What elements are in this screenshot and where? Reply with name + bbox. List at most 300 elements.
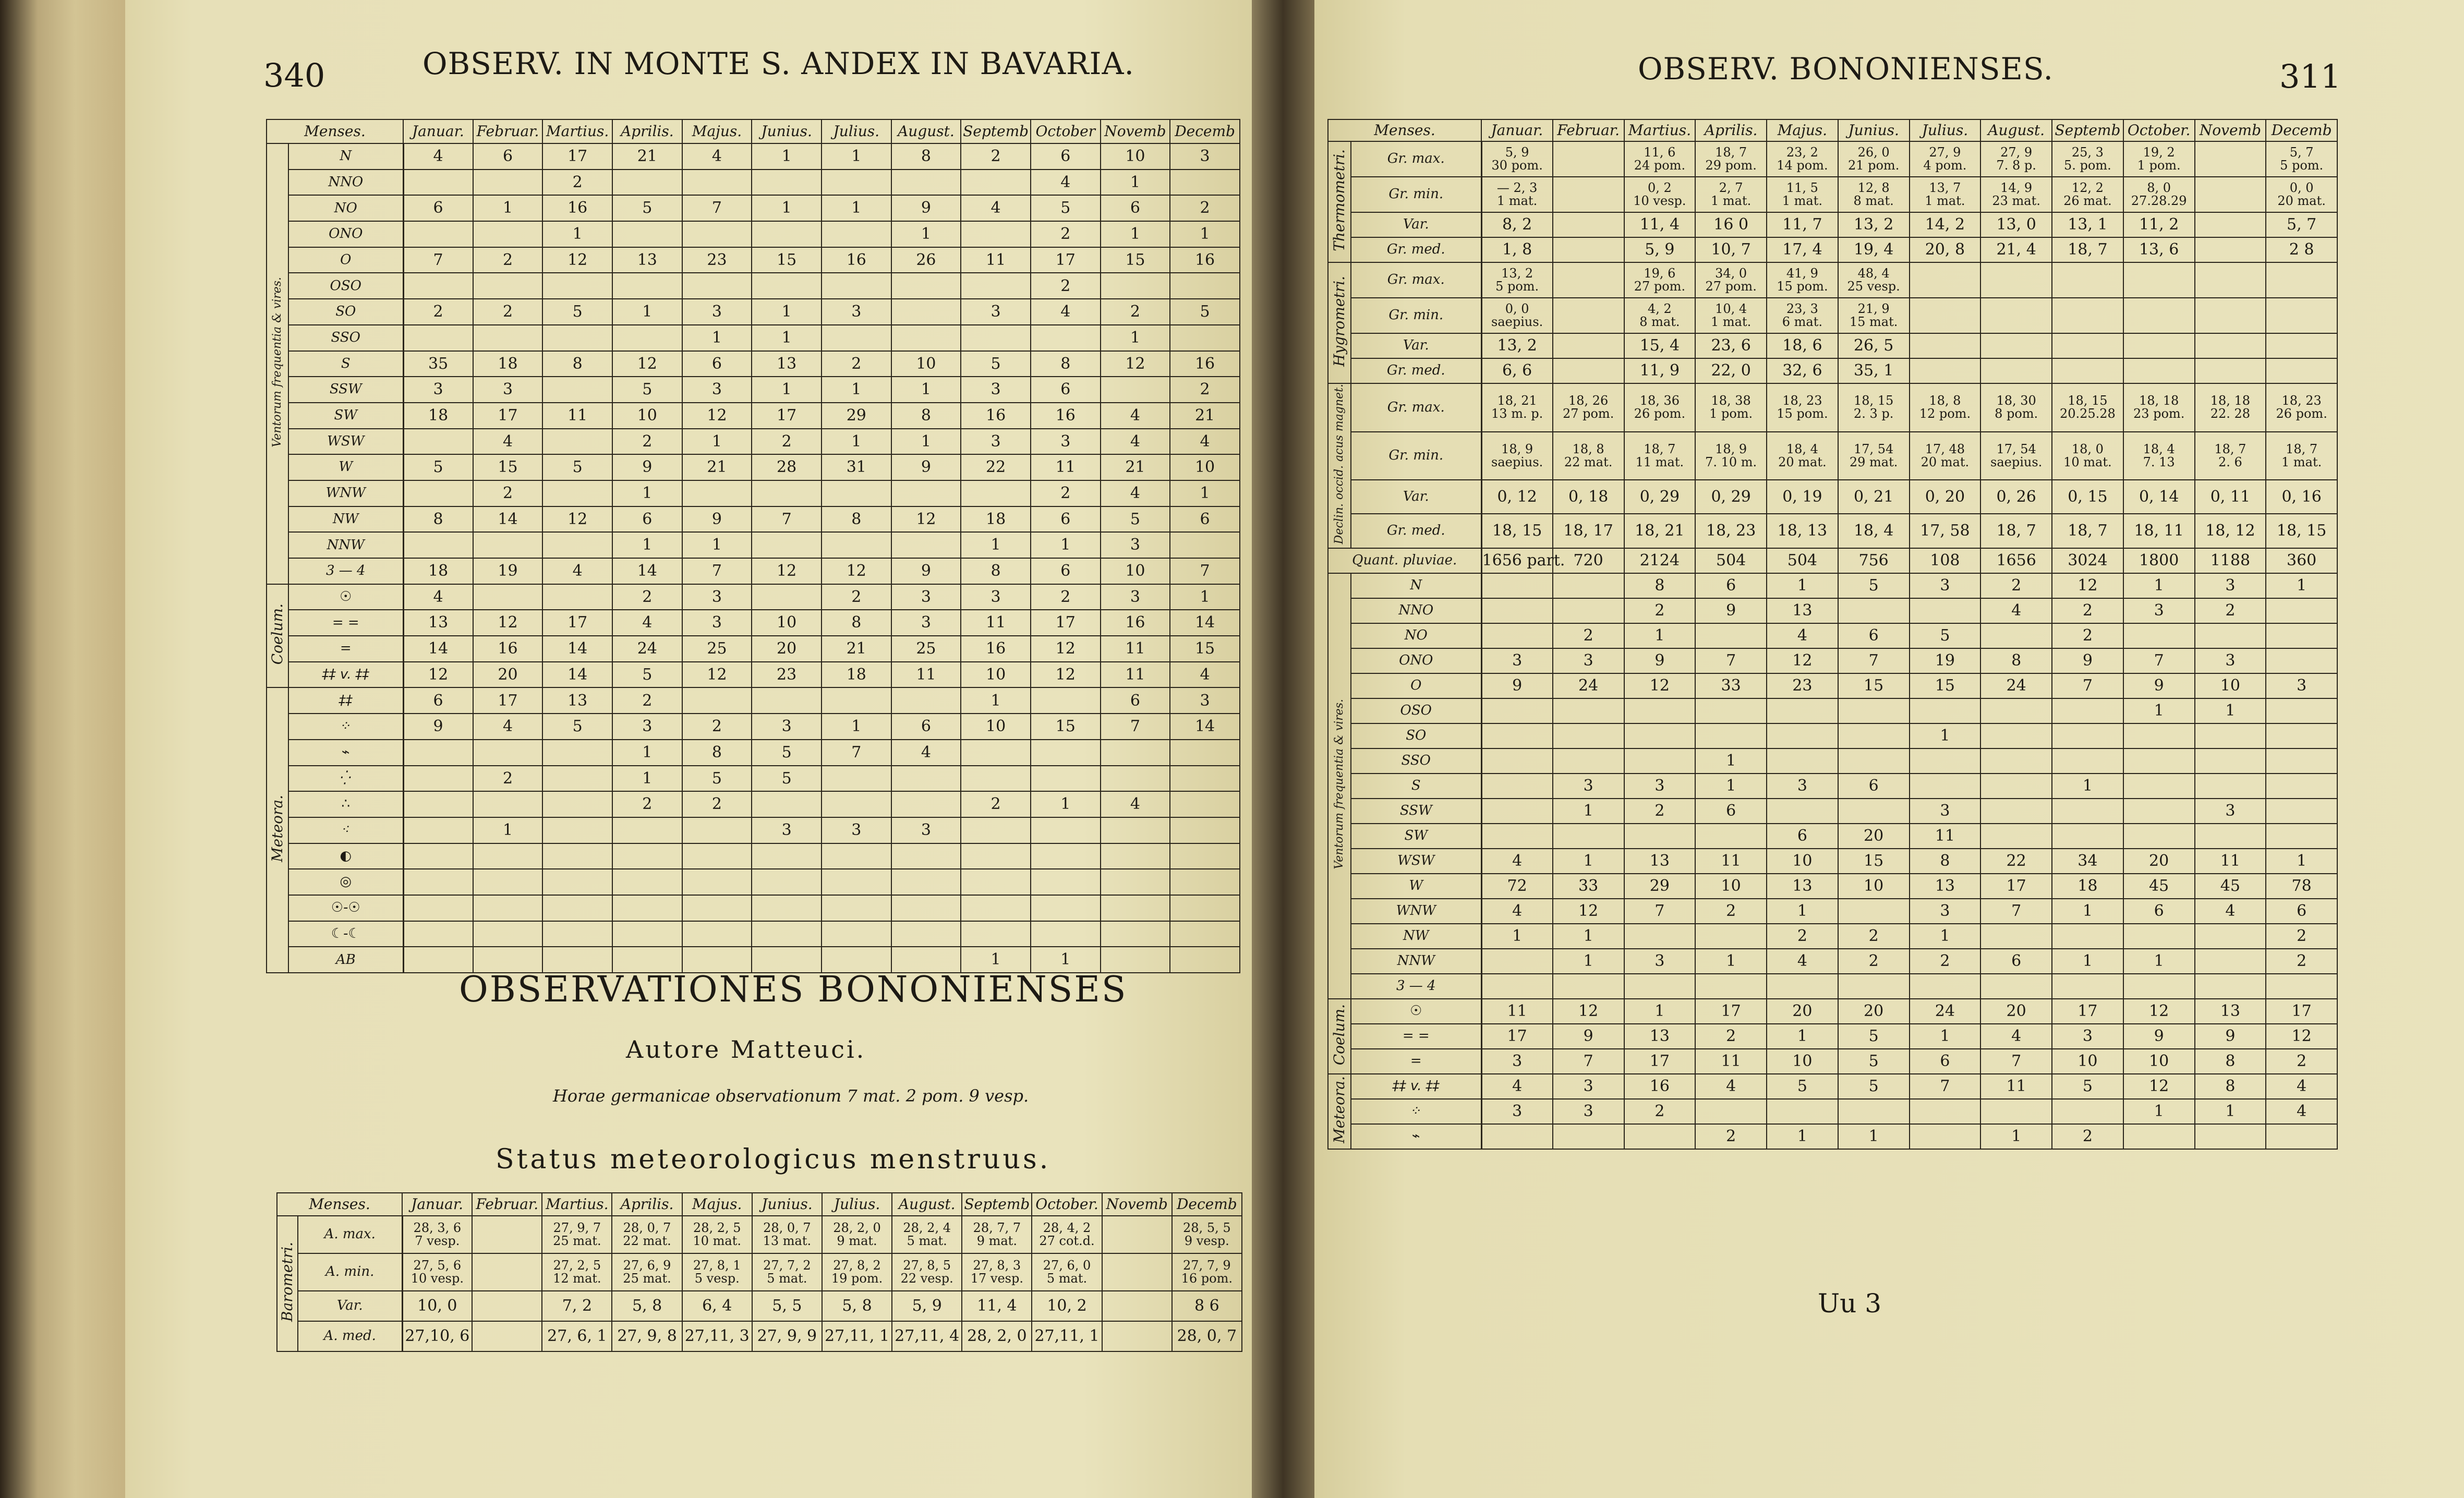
table-row xyxy=(1328,974,2337,999)
data-cell: 9 xyxy=(891,454,961,480)
data-cell: 3 xyxy=(1624,949,1696,974)
data-cell: 72 xyxy=(1481,874,1553,899)
data-cell: 1 xyxy=(682,429,752,455)
group-label xyxy=(267,143,288,584)
table-row xyxy=(267,403,1240,429)
data-cell: 4 xyxy=(1101,791,1170,817)
data-cell: 2 8 xyxy=(2266,237,2337,262)
data-cell: 1 xyxy=(1101,170,1170,196)
data-cell: 3 xyxy=(1553,1099,1624,1124)
data-cell: 21 xyxy=(1170,403,1240,429)
data-cell: 4 xyxy=(1767,623,1838,648)
data-cell xyxy=(2266,974,2337,999)
data-cell xyxy=(961,740,1031,766)
data-cell xyxy=(403,532,473,558)
data-cell xyxy=(403,480,473,506)
data-cell: 2 xyxy=(2195,598,2266,623)
data-cell xyxy=(1101,817,1170,843)
data-cell: 7, 2 xyxy=(542,1291,612,1321)
data-cell xyxy=(822,791,891,817)
group-label xyxy=(1328,1074,1351,1149)
data-cell xyxy=(1624,924,1696,949)
data-cell xyxy=(1910,748,1981,774)
data-cell: 9 xyxy=(891,195,961,221)
data-cell: 17 xyxy=(1695,999,1767,1024)
row-label: OSO xyxy=(288,273,403,299)
data-cell xyxy=(1553,573,1624,598)
data-cell xyxy=(1170,273,1240,299)
data-cell: 35 xyxy=(403,351,473,377)
data-cell: 28, 5, 5 9 vesp. xyxy=(1172,1216,1242,1253)
data-cell: 27, 6, 9 25 mat. xyxy=(612,1253,682,1291)
data-cell xyxy=(472,1321,542,1351)
data-cell: 18, 15 20.25.28 xyxy=(2052,383,2123,432)
data-cell xyxy=(473,170,543,196)
right-page-number: 311 xyxy=(2279,57,2341,95)
data-cell xyxy=(542,325,612,351)
data-cell: 2 xyxy=(1624,799,1696,824)
data-cell xyxy=(822,480,891,506)
data-cell: 18, 11 xyxy=(2123,514,2195,548)
data-cell: 1 xyxy=(1101,325,1170,351)
data-cell xyxy=(1624,723,1696,748)
data-cell: 35, 1 xyxy=(1838,358,1910,383)
data-cell xyxy=(1031,740,1101,766)
data-cell: 17 xyxy=(1624,1049,1696,1074)
data-cell xyxy=(1170,740,1240,766)
data-cell: 3 xyxy=(891,610,961,636)
data-cell: 3 xyxy=(1170,687,1240,714)
data-cell: 13 xyxy=(752,351,822,377)
data-cell xyxy=(1980,748,2052,774)
data-cell: 6 xyxy=(473,143,543,170)
data-cell: 3 xyxy=(1170,143,1240,170)
data-cell: 5, 9 xyxy=(1624,237,1696,262)
data-cell: 14, 9 23 mat. xyxy=(1980,177,2052,212)
data-cell: 27, 9, 8 xyxy=(612,1321,682,1351)
data-cell xyxy=(822,532,891,558)
data-cell xyxy=(1170,325,1240,351)
data-cell xyxy=(542,895,612,921)
data-cell: 27,10, 6 xyxy=(402,1321,472,1351)
data-cell: 11 xyxy=(1980,1074,2052,1099)
data-cell xyxy=(2195,298,2266,333)
hours-line: Horae germanicae observationum 7 mat. 2 pom. 9 vesp. xyxy=(553,1086,1029,1106)
data-cell: 11, 6 24 pom. xyxy=(1624,141,1696,177)
data-cell: 3 xyxy=(752,714,822,740)
data-cell xyxy=(1695,1099,1767,1124)
header-aprilis: Aprilis. xyxy=(612,1193,682,1216)
data-cell: 18, 15 xyxy=(2266,514,2337,548)
data-cell: 27, 9 4 pom. xyxy=(1910,141,1981,177)
data-cell: 6 xyxy=(1838,774,1910,799)
data-cell: 2 xyxy=(1553,623,1624,648)
header-novemb: Novemb xyxy=(2195,119,2266,141)
data-cell: 2 xyxy=(961,791,1031,817)
observationes-title: OBSERVATIONES BONONIENSES xyxy=(459,969,1128,1010)
data-cell xyxy=(1170,170,1240,196)
data-cell: 12 xyxy=(1553,899,1624,924)
data-cell: 18, 4 7. 13 xyxy=(2123,432,2195,480)
data-cell: 2 xyxy=(1624,1099,1696,1124)
data-cell: 11 xyxy=(1695,849,1767,874)
data-cell: 6 xyxy=(1838,623,1910,648)
data-cell: 13, 2 xyxy=(1481,333,1553,358)
data-cell: 1 xyxy=(2052,774,2123,799)
data-cell: 10 xyxy=(2195,673,2266,698)
data-cell: 1 xyxy=(1170,480,1240,506)
data-cell: 41, 9 15 pom. xyxy=(1767,262,1838,298)
data-cell: 5 xyxy=(542,299,612,325)
data-cell xyxy=(403,921,473,947)
data-cell xyxy=(1481,974,1553,999)
data-cell: 45 xyxy=(2195,874,2266,899)
data-cell: 10 xyxy=(2052,1049,2123,1074)
data-cell: 10 xyxy=(961,714,1031,740)
row-label: SSW xyxy=(1351,799,1481,824)
group-label-text: Coelum. xyxy=(1331,1004,1348,1066)
data-cell xyxy=(612,273,682,299)
data-cell: 2 xyxy=(2266,949,2337,974)
data-cell: 12 xyxy=(2052,573,2123,598)
row-label: SW xyxy=(1351,824,1481,849)
group-label xyxy=(1328,141,1351,262)
data-cell: 1 xyxy=(612,299,682,325)
data-cell: 12 xyxy=(1101,351,1170,377)
row-label: ⁘ xyxy=(1351,1099,1481,1124)
data-cell xyxy=(1838,723,1910,748)
data-cell: 0, 0 20 mat. xyxy=(2266,177,2337,212)
data-cell: 16 xyxy=(1101,610,1170,636)
table-row xyxy=(267,740,1240,766)
data-cell: 1 xyxy=(1553,849,1624,874)
data-cell: 3 xyxy=(961,429,1031,455)
data-cell xyxy=(1980,799,2052,824)
data-cell: 24 xyxy=(1910,999,1981,1024)
data-cell xyxy=(1481,799,1553,824)
data-cell: 4 xyxy=(1031,299,1101,325)
data-cell: 1 xyxy=(2195,698,2266,723)
row-label: Quant. pluviae. xyxy=(1328,548,1481,573)
data-cell: 4 xyxy=(403,584,473,610)
data-cell xyxy=(1910,1099,1981,1124)
data-cell: 1 xyxy=(1695,748,1767,774)
data-cell xyxy=(822,921,891,947)
group-label-text: Ventorum frequentia & vires. xyxy=(1333,699,1346,869)
data-cell: 19, 4 xyxy=(1838,237,1910,262)
data-cell: 10 xyxy=(752,610,822,636)
data-cell: 10, 7 xyxy=(1695,237,1767,262)
data-cell: 11 xyxy=(961,610,1031,636)
data-cell: 21 xyxy=(682,454,752,480)
data-cell: 4 xyxy=(1980,1024,2052,1049)
data-cell: 15 xyxy=(1838,673,1910,698)
data-cell: 1 xyxy=(1767,1024,1838,1049)
data-cell: 5 xyxy=(752,766,822,792)
data-cell: 2 xyxy=(542,170,612,196)
data-cell: 18, 8 22 mat. xyxy=(1553,432,1624,480)
data-cell: 12 xyxy=(752,558,822,584)
data-cell: 6, 4 xyxy=(682,1291,752,1321)
header-septemb: Septemb xyxy=(961,119,1031,143)
header-aprilis: Aprilis. xyxy=(1695,119,1767,141)
table-row xyxy=(267,791,1240,817)
data-cell: 25, 3 5. pom. xyxy=(2052,141,2123,177)
data-cell xyxy=(1980,924,2052,949)
data-cell: 20 xyxy=(1838,824,1910,849)
data-cell: 1 xyxy=(1031,791,1101,817)
group-label xyxy=(1328,262,1351,383)
data-cell: 18, 6 xyxy=(1767,333,1838,358)
data-cell: 31 xyxy=(822,454,891,480)
data-cell: 1 xyxy=(612,480,682,506)
data-cell: 10 xyxy=(612,403,682,429)
row-label: S xyxy=(1351,774,1481,799)
data-cell: 2 xyxy=(473,766,543,792)
data-cell xyxy=(1980,262,2052,298)
data-cell xyxy=(1553,177,1624,212)
data-cell: 8, 0 27.28.29 xyxy=(2123,177,2195,212)
data-cell: 18, 4 20 mat. xyxy=(1767,432,1838,480)
data-cell xyxy=(1102,1216,1172,1253)
data-cell: 45 xyxy=(2123,874,2195,899)
data-cell xyxy=(1102,1321,1172,1351)
row-label: = xyxy=(1351,1049,1481,1074)
data-cell xyxy=(1767,1099,1838,1124)
data-cell: 16 xyxy=(961,636,1031,662)
data-cell xyxy=(961,766,1031,792)
data-cell: 5 xyxy=(2052,1074,2123,1099)
data-cell: 0, 21 xyxy=(1838,480,1910,514)
data-cell xyxy=(752,480,822,506)
header-august: August. xyxy=(891,119,961,143)
data-cell: 10 xyxy=(2123,1049,2195,1074)
data-cell: 27, 9, 7 25 mat. xyxy=(542,1216,612,1253)
data-cell xyxy=(542,584,612,610)
data-cell: 18, 7 2. 6 xyxy=(2195,432,2266,480)
data-cell xyxy=(1481,748,1553,774)
data-cell xyxy=(1481,623,1553,648)
data-cell: 4 xyxy=(1980,598,2052,623)
data-cell: 1 xyxy=(2123,573,2195,598)
data-cell: 2 xyxy=(1170,195,1240,221)
row-label: ‡‡ xyxy=(288,687,403,714)
data-cell: 1 xyxy=(752,143,822,170)
left-page-number: 340 xyxy=(263,56,325,94)
data-cell: 1 xyxy=(1031,947,1101,973)
data-cell: 11 xyxy=(1101,662,1170,688)
data-cell: 2 xyxy=(2052,598,2123,623)
data-cell: 1 xyxy=(961,947,1031,973)
table-row xyxy=(267,714,1240,740)
data-cell xyxy=(961,843,1031,869)
data-cell: 5 xyxy=(1838,1024,1910,1049)
header-septemb: Septemb xyxy=(962,1193,1032,1216)
data-cell xyxy=(2123,924,2195,949)
row-label: N xyxy=(1351,573,1481,598)
data-cell: 6 xyxy=(403,195,473,221)
data-cell xyxy=(682,921,752,947)
data-cell: 4 xyxy=(2195,899,2266,924)
andex-monthly-table xyxy=(266,119,1240,973)
data-cell xyxy=(1031,895,1101,921)
data-cell xyxy=(1624,974,1696,999)
data-cell: 5 xyxy=(542,714,612,740)
data-cell: 12 xyxy=(682,403,752,429)
data-cell: 18, 23 26 pom. xyxy=(2266,383,2337,432)
data-cell: 5 xyxy=(1170,299,1240,325)
data-cell xyxy=(1101,766,1170,792)
data-cell xyxy=(1767,748,1838,774)
data-cell: 13 xyxy=(542,687,612,714)
data-cell xyxy=(961,325,1031,351)
data-cell: 17 xyxy=(473,687,543,714)
row-label: NW xyxy=(288,506,403,533)
data-cell: 27,11, 4 xyxy=(892,1321,962,1351)
data-cell: 18, 7 xyxy=(1980,514,2052,548)
row-label: NNW xyxy=(288,532,403,558)
table-row xyxy=(1328,849,2337,874)
data-cell: 3 xyxy=(1910,799,1981,824)
data-cell: 28, 2, 4 5 mat. xyxy=(892,1216,962,1253)
data-cell: 14 xyxy=(403,636,473,662)
data-cell: 2 xyxy=(2266,924,2337,949)
data-cell: 18, 26 27 pom. xyxy=(1553,383,1624,432)
data-cell: 18, 9 saepius. xyxy=(1481,432,1553,480)
data-cell: 1 xyxy=(961,532,1031,558)
row-label: ‡‡ v. ‡‡ xyxy=(288,662,403,688)
data-cell: 4 xyxy=(1101,403,1170,429)
table-row xyxy=(1328,799,2337,824)
data-cell xyxy=(1767,799,1838,824)
group-label xyxy=(1328,999,1351,1074)
data-cell xyxy=(1170,766,1240,792)
data-cell: 16 xyxy=(822,247,891,273)
table-row xyxy=(267,143,1240,170)
data-cell xyxy=(612,325,682,351)
data-cell xyxy=(1910,974,1981,999)
header-october: October. xyxy=(2123,119,2195,141)
data-cell: 2 xyxy=(1031,221,1101,247)
row-label: NO xyxy=(288,195,403,221)
data-cell xyxy=(403,869,473,895)
header-august: August. xyxy=(1980,119,2052,141)
data-cell: 18, 17 xyxy=(1553,514,1624,548)
data-cell: 11 xyxy=(2195,849,2266,874)
data-cell: 1 xyxy=(1031,532,1101,558)
data-cell xyxy=(2052,723,2123,748)
data-cell: 5 xyxy=(612,662,682,688)
data-cell xyxy=(542,921,612,947)
group-label-text: Ventorum frequentia & vires. xyxy=(271,276,284,448)
data-cell xyxy=(2052,698,2123,723)
data-cell xyxy=(752,843,822,869)
data-cell: 18, 21 13 m. p. xyxy=(1481,383,1553,432)
data-cell xyxy=(682,687,752,714)
data-cell xyxy=(542,377,612,403)
data-cell xyxy=(612,921,682,947)
data-cell xyxy=(542,273,612,299)
data-cell: 3 xyxy=(1553,1074,1624,1099)
data-cell xyxy=(473,740,543,766)
data-cell xyxy=(1031,843,1101,869)
data-cell: 12 xyxy=(822,558,891,584)
data-cell: 5, 9 30 pom. xyxy=(1481,141,1553,177)
data-cell: 11 xyxy=(891,662,961,688)
data-cell xyxy=(2266,333,2337,358)
data-cell xyxy=(2195,723,2266,748)
group-label-text: Thermometri. xyxy=(1331,149,1348,251)
data-cell: 5 xyxy=(1101,506,1170,533)
data-cell: 3 xyxy=(961,299,1031,325)
data-cell: 12 xyxy=(2123,1074,2195,1099)
group-label-text: Meteora. xyxy=(1331,1076,1348,1143)
data-cell xyxy=(542,766,612,792)
data-cell: 7 xyxy=(2123,648,2195,673)
data-cell: 10 xyxy=(1695,874,1767,899)
data-cell xyxy=(1481,598,1553,623)
table-row xyxy=(1328,237,2337,262)
table-row xyxy=(1328,949,2337,974)
data-cell: 13, 2 5 pom. xyxy=(1481,262,1553,298)
data-cell: 4, 2 8 mat. xyxy=(1624,298,1696,333)
data-cell: 11 xyxy=(961,247,1031,273)
header-majus: Majus. xyxy=(682,1193,752,1216)
data-cell: 8 xyxy=(1910,849,1981,874)
data-cell: 17 xyxy=(752,403,822,429)
data-cell: 18, 38 1 pom. xyxy=(1695,383,1767,432)
data-cell: 12 xyxy=(1553,999,1624,1024)
data-cell xyxy=(1553,333,1624,358)
data-cell xyxy=(1624,824,1696,849)
table-row xyxy=(1328,298,2337,333)
data-cell: 3 xyxy=(2052,1024,2123,1049)
row-label: ⁖ xyxy=(288,817,403,843)
data-cell: 15 xyxy=(1101,247,1170,273)
data-cell: 9 xyxy=(2195,1024,2266,1049)
table-row xyxy=(267,506,1240,533)
data-cell: 3 xyxy=(2195,799,2266,824)
table-row xyxy=(1328,480,2337,514)
data-cell: 0, 11 xyxy=(2195,480,2266,514)
data-cell: 5 xyxy=(1031,195,1101,221)
right-running-head: OBSERV. BONONIENSES. xyxy=(1638,51,2054,87)
header-julius: Julius. xyxy=(822,119,891,143)
data-cell: 11 xyxy=(1910,824,1981,849)
data-cell: 16 xyxy=(542,195,612,221)
data-cell: 6 xyxy=(403,687,473,714)
data-cell: 3 xyxy=(682,299,752,325)
data-cell xyxy=(2195,623,2266,648)
data-cell: 5, 9 xyxy=(892,1291,962,1321)
data-cell: 27, 6, 0 5 mat. xyxy=(1032,1253,1102,1291)
data-cell: 6 xyxy=(1031,506,1101,533)
data-cell xyxy=(612,817,682,843)
row-label: Gr. med. xyxy=(1351,358,1481,383)
data-cell: 9 xyxy=(682,506,752,533)
data-cell: 4 xyxy=(612,610,682,636)
data-cell: 17, 4 xyxy=(1767,237,1838,262)
left-book-edge xyxy=(0,0,125,1498)
data-cell xyxy=(473,921,543,947)
data-cell: 17 xyxy=(1031,247,1101,273)
data-cell: 4 xyxy=(1767,949,1838,974)
data-cell: 34 xyxy=(2052,849,2123,874)
data-cell: 5 xyxy=(682,766,752,792)
data-cell xyxy=(822,221,891,247)
data-cell: 3 xyxy=(2195,648,2266,673)
data-cell: 18, 23 xyxy=(1695,514,1767,548)
